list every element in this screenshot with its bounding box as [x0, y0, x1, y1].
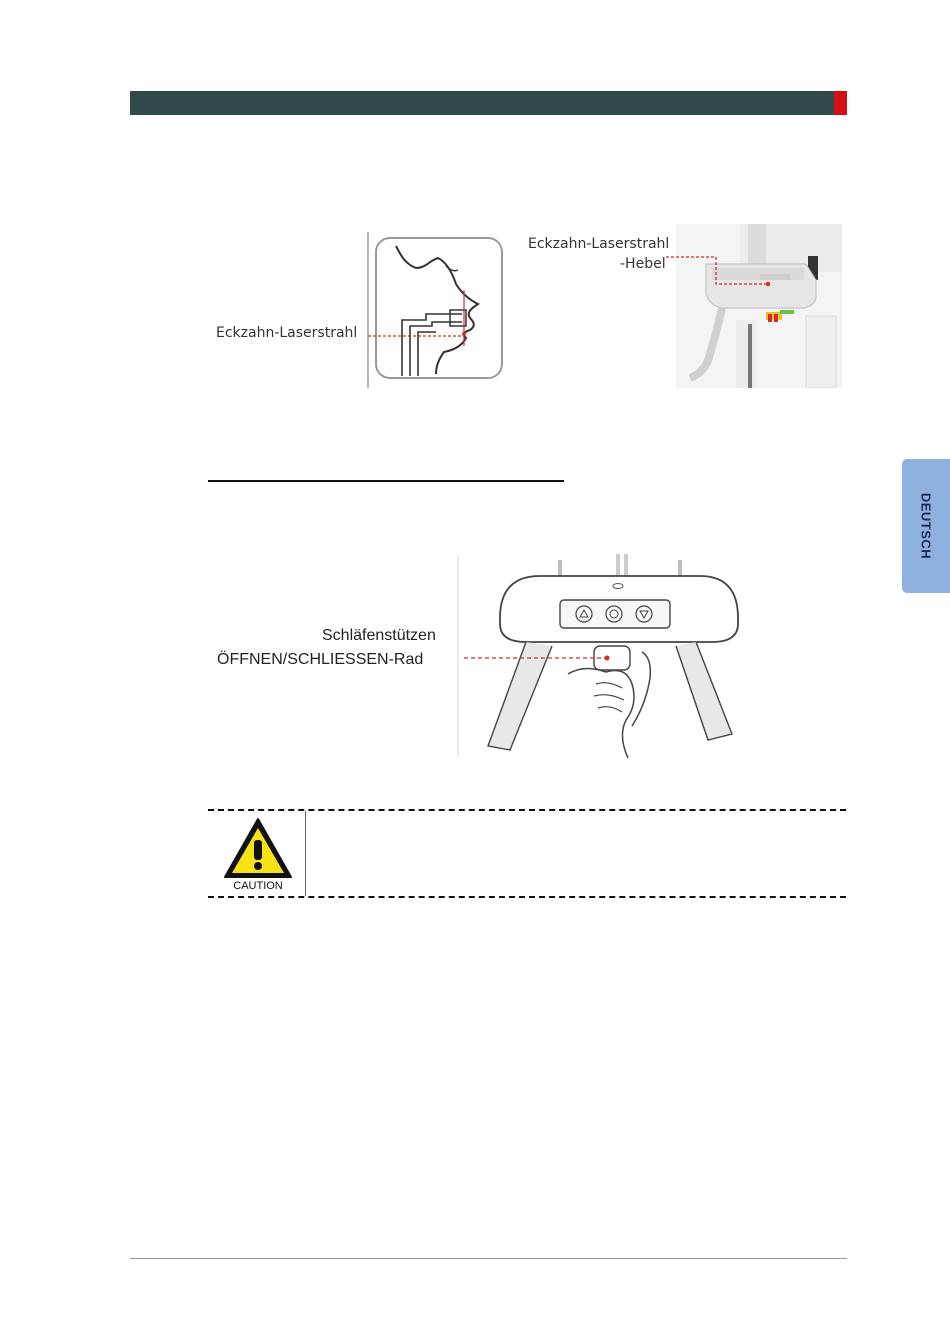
caution-border-bottom	[208, 896, 846, 898]
caution-warning-icon	[222, 816, 294, 880]
footer-rule	[130, 1258, 847, 1259]
canine-laser-label: Eckzahn-Laserstrahl	[216, 325, 358, 341]
wheel-pointer	[462, 654, 612, 662]
header-bar	[130, 91, 834, 115]
header-accent	[834, 91, 847, 115]
canine-laser-pointer	[368, 333, 468, 339]
lever-label-line2: -Hebel	[620, 256, 666, 272]
section-heading-underline	[208, 480, 564, 482]
language-tab[interactable]	[902, 459, 950, 593]
lever-label-line1: Eckzahn-Laserstrahl	[528, 236, 670, 252]
temple-support-label-line1: Schläfenstützen	[322, 627, 436, 644]
caution-border-top	[208, 809, 846, 811]
caution-divider	[305, 811, 306, 896]
canine-laser-lever-photo	[676, 224, 842, 388]
language-tab-label: DEUTSCH	[918, 492, 934, 560]
face-bite-illustration	[366, 228, 506, 390]
temple-support-label-line2: ÖFFNEN/SCHLIESSEN-Rad	[217, 651, 424, 668]
caution-icon-text: CAUTION	[233, 880, 283, 892]
lever-pointer	[664, 254, 794, 288]
